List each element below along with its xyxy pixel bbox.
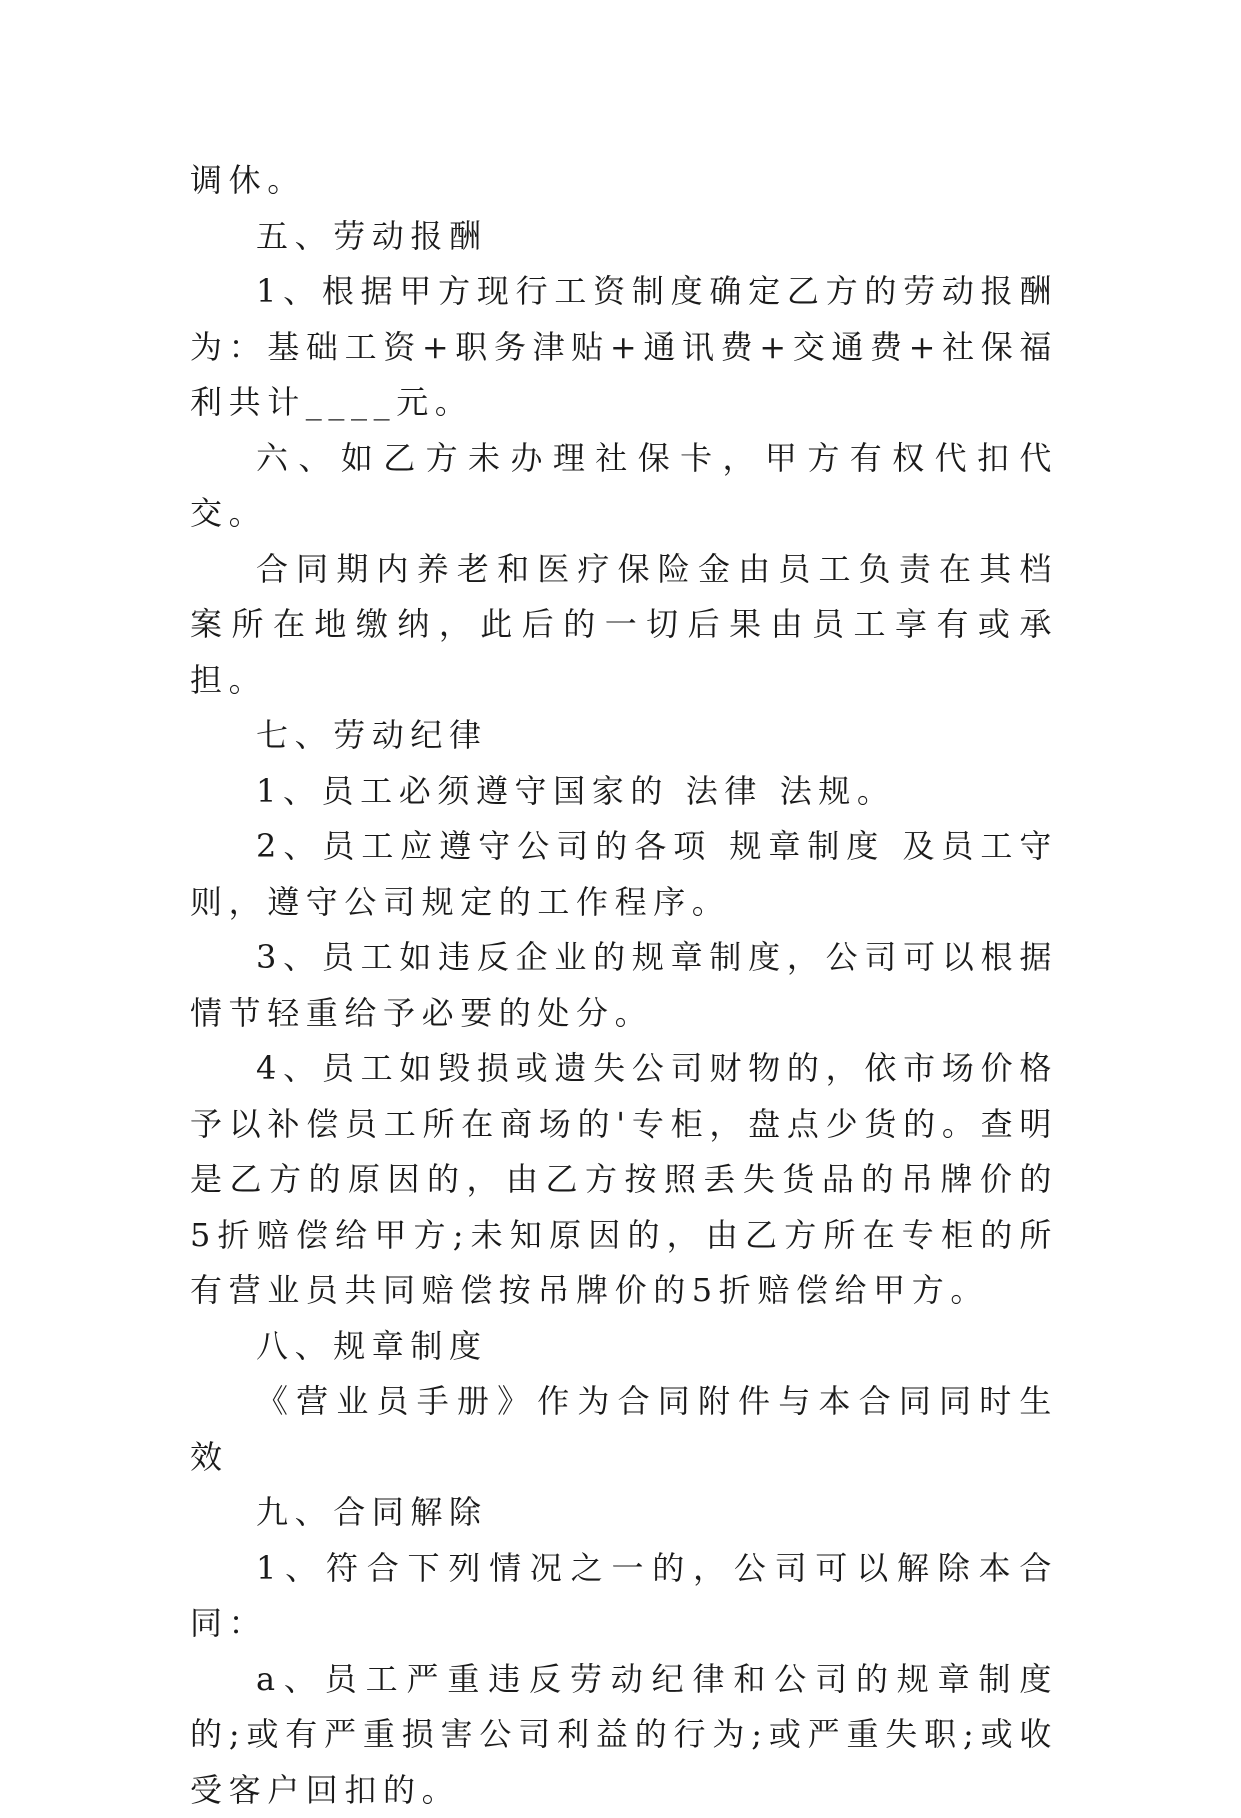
section-heading-social-security: 六、如乙方未办理社保卡，甲方有权代扣代交。 bbox=[190, 431, 1058, 542]
paragraph-text: 4、员工如毁损或遗失公司财物的，依市场价格予以补偿员工所在商场的'专柜，盘点少货的。查明是乙方的原因的，由乙方按照丢失货品的吊牌价的5折赔偿给甲方;未知原因的，由乙方所在专柜的所有营业员共同赔偿按吊牌价的5折赔偿给甲方。 bbox=[190, 1041, 1058, 1319]
section-heading-compensation: 五、劳动报酬 bbox=[190, 209, 1058, 265]
paragraph-text: 2、员工应遵守公司的各项 规章制度 及员工守则，遵守公司规定的工作程序。 bbox=[190, 819, 1058, 930]
document-page bbox=[190, 153, 1058, 1818]
paragraph-text: 调休。 bbox=[190, 153, 1058, 209]
paragraph-text: 1、符合下列情况之一的，公司可以解除本合同： bbox=[190, 1541, 1058, 1652]
section-heading-labor-discipline: 七、劳动纪律 bbox=[190, 708, 1058, 764]
paragraph-text: 合同期内养老和医疗保险金由员工负责在其档案所在地缴纳，此后的一切后果由员工享有或承担。 bbox=[190, 542, 1058, 709]
paragraph-text: 《营业员手册》作为合同附件与本合同同时生效 bbox=[190, 1374, 1058, 1485]
paragraph-text: 3、员工如违反企业的规章制度，公司可以根据情节轻重给予必要的处分。 bbox=[190, 930, 1058, 1041]
paragraph-text: 1、根据甲方现行工资制度确定乙方的劳动报酬为：基础工资+职务津贴+通讯费+交通费+社保福利共计____元。 bbox=[190, 264, 1058, 431]
section-heading-termination: 九、合同解除 bbox=[190, 1485, 1058, 1541]
paragraph-text: a、员工严重违反劳动纪律和公司的规章制度的;或有严重损害公司利益的行为;或严重失职;或收受客户回扣的。 bbox=[190, 1652, 1058, 1818]
paragraph-text: 1、员工必须遵守国家的 法律 法规。 bbox=[190, 764, 1058, 820]
section-heading-regulations: 八、规章制度 bbox=[190, 1319, 1058, 1375]
